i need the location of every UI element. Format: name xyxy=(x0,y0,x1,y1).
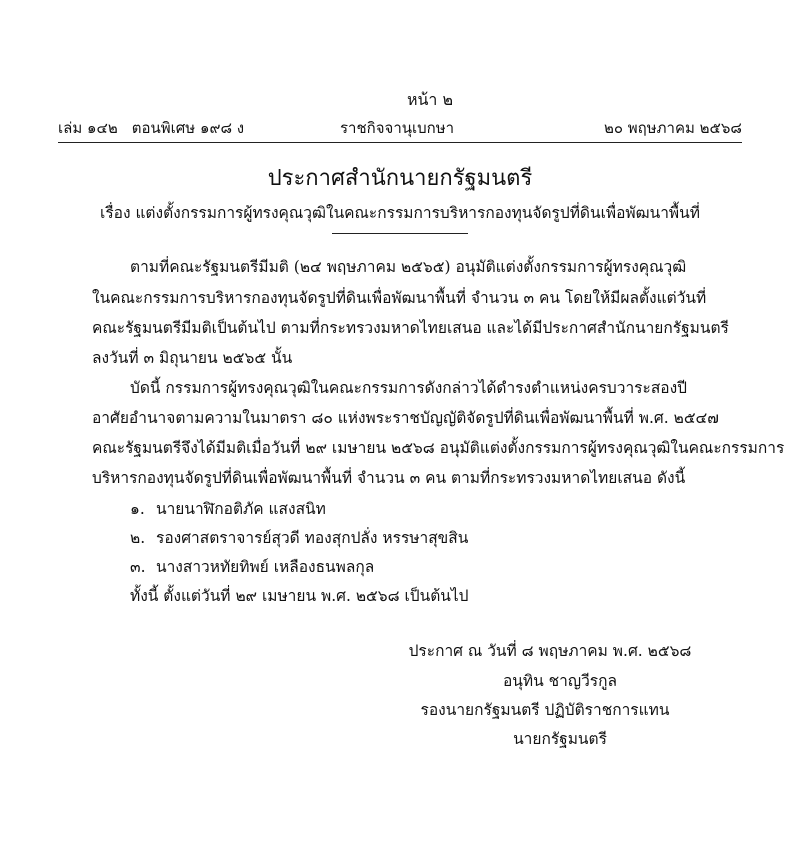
appointee-number: ๒. xyxy=(130,529,146,547)
announcement-title: ประกาศสำนักนายกรัฐมนตรี xyxy=(267,166,533,191)
appointee-name: รองศาสตราจารย์สุวดี ทองสุกปลั่ง หรรษาสุขสิน xyxy=(156,529,469,547)
announcement-subject: เรื่อง แต่งตั้งกรรมการผู้ทรงคุณวุฒิในคณะกรรมการบริหารกองทุนจัดรูปที่ดินเพื่อพัฒนาพื้นที่ xyxy=(100,204,700,222)
title-divider xyxy=(332,233,468,234)
gazette-volume-issue xyxy=(58,116,258,140)
appointee-name: นางสาวหทัยทิพย์ เหลืองธนพลกุล xyxy=(156,558,375,576)
body-line: ในคณะกรรมการบริหารกองทุนจัดรูปที่ดินเพื่อพัฒนาพื้นที่ จำนวน ๓ คน โดยให้มีผลตั้งแต่วันที่ xyxy=(92,289,707,307)
body-line: บัดนี้ กรรมการผู้ทรงคุณวุฒิในคณะกรรมการดังกล่าวได้ดำรงตำแหน่งครบวาระสองปี xyxy=(130,379,688,397)
issue-label: ตอนพิเศษ ๑๙๘ ง xyxy=(131,119,245,137)
appointee-number: ๑. xyxy=(130,500,145,518)
body-line: อาศัยอำนาจตามความในมาตรา ๘๐ แห่งพระราชบัญญัติจัดรูปที่ดินเพื่อพัฒนาพื้นที่ พ.ศ. ๒๕๔๗ xyxy=(92,409,719,427)
appointee-item xyxy=(130,554,374,579)
appointee-item xyxy=(130,496,326,521)
body-line: คณะรัฐมนตรีมีมติเป็นต้นไป ตามที่กระทรวงมหาดไทยเสนอ และได้มีประกาศสำนักนายกรัฐมนตรี xyxy=(92,319,729,337)
signatory-name: อนุทิน ชาญวีรกูล xyxy=(503,672,617,690)
gazette-date: ๒๐ พฤษภาคม ๒๕๖๘ xyxy=(603,119,742,137)
gazette-name: ราชกิจจานุเบกษา xyxy=(340,119,455,137)
signatory-title: นายกรัฐมนตรี xyxy=(513,730,607,748)
appointee-item xyxy=(130,525,468,550)
body-line: ลงวันที่ ๓ มิถุนายน ๒๕๖๕ นั้น xyxy=(92,349,293,367)
volume-label: เล่ม ๑๔๒ xyxy=(58,119,118,137)
announcement-date: ประกาศ ณ วันที่ ๘ พฤษภาคม พ.ศ. ๒๕๖๘ xyxy=(408,642,692,660)
effective-date-line: ทั้งนี้ ตั้งแต่วันที่ ๒๙ เมษายน พ.ศ. ๒๕๖๘ เป็นต้นไป xyxy=(130,587,469,605)
body-line: ตามที่คณะรัฐมนตรีมีมติ (๒๔ พฤษภาคม ๒๕๖๕) อนุมัติแต่งตั้งกรรมการผู้ทรงคุณวุฒิ xyxy=(130,258,687,276)
body-line: บริหารกองทุนจัดรูปที่ดินเพื่อพัฒนาพื้นที่ จำนวน ๓ คน ตามที่กระทรวงมหาดไทยเสนอ ดังนี้ xyxy=(92,469,686,487)
body-line: คณะรัฐมนตรีจึงได้มีมติเมื่อวันที่ ๒๙ เมษายน ๒๕๖๘ อนุมัติแต่งตั้งกรรมการผู้ทรงคุณวุฒิในคณะกรรมการ xyxy=(92,439,785,457)
appointee-name: นายนาฬิกอติภัค แสงสนิท xyxy=(156,500,326,518)
signatory-position: รองนายกรัฐมนตรี ปฏิบัติราชการแทน xyxy=(420,701,670,719)
page-number: หน้า ๒ xyxy=(406,90,454,109)
appointee-number: ๓. xyxy=(130,558,146,576)
header-rule xyxy=(58,142,742,143)
